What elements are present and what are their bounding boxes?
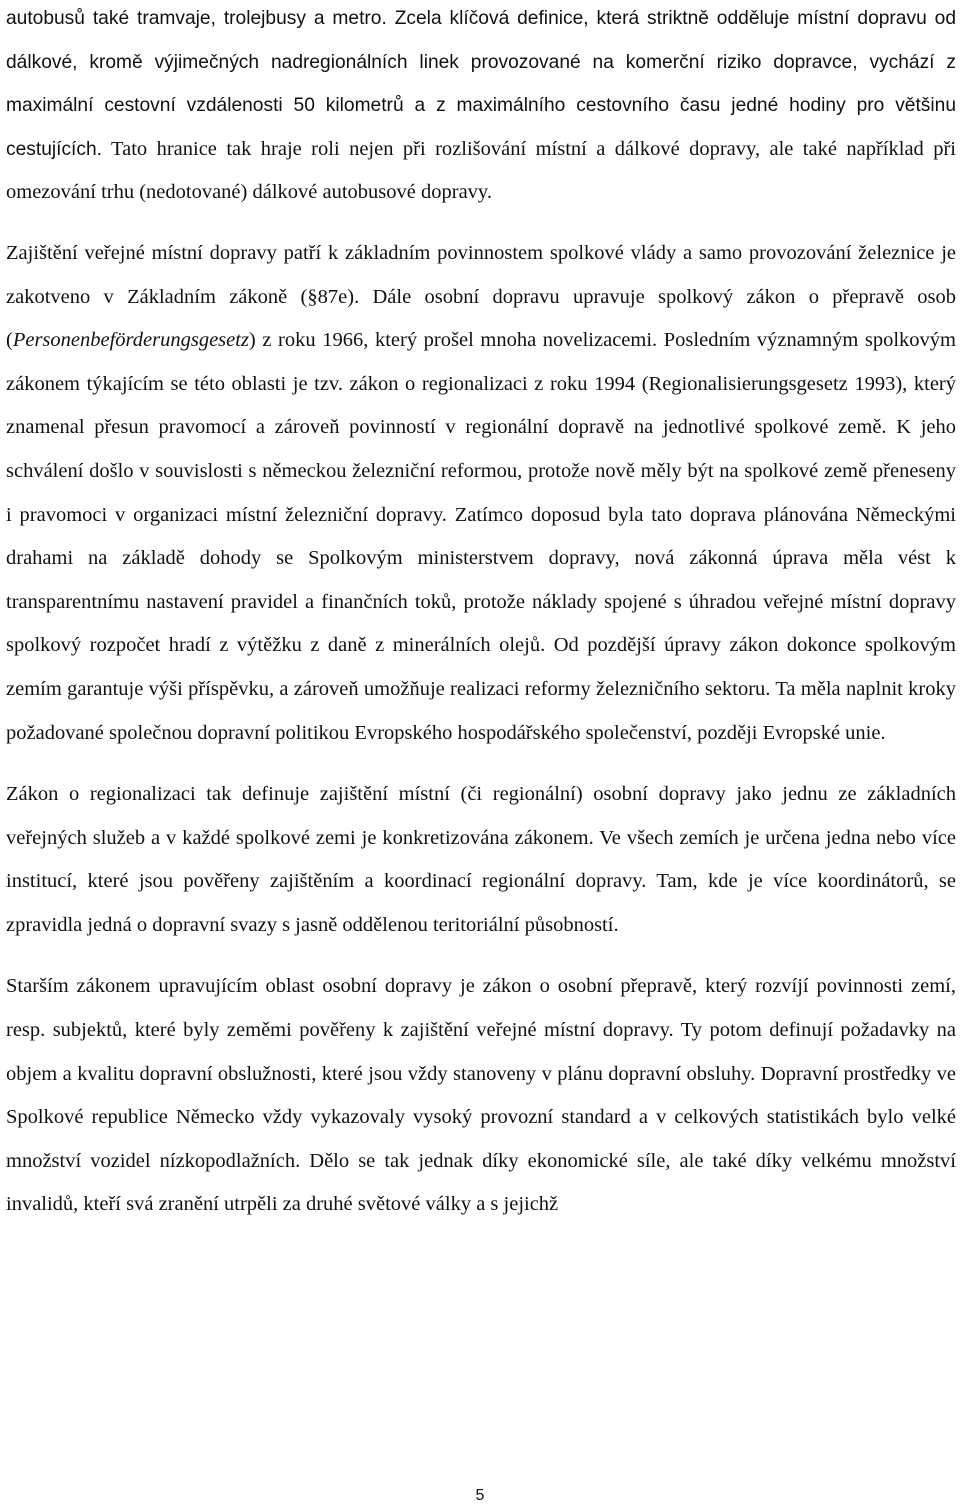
- paragraph-text-part-2: ) z roku 1966, který prošel mnoha novelizacemi. Posledním významným spolkovým zákonem týkajícím se této oblasti je tzv. zákon o regionalizaci z roku 1994 (Regionalisierungsgesetz 1993), který znamenal přesun pravomocí a zároveň povinností v regionální dopravě na jednotlivé spolkové země. K jeho schválení došlo v souvislosti s německou železniční reformou, protože nově měly být na spolkové země přeneseny i pravomoci v organizaci místní železniční dopravy. Zatímco doposud byla tato doprava plánována Německými drahami na základě dohody se Spolkovým ministerstvem dopravy, nová zákonná úprava měla vést k transparentnímu nastavení pravidel a finančních toků, protože náklady spojené s úhradou veřejné místní dopravy spolkový rozpočet hradí z výtěžku z daně z minerálních olejů. Od pozdější úpravy zákon dokonce spolkovým zemím garantuje výši příspěvku, a zároveň umožňuje realizaci reformy železničního sektoru. Ta měla naplnit kroky požadované společnou dopravní politikou Evropského hospodářského společenství, později Evropské unie.: [6, 329, 956, 744]
- document-page: [6, 0, 956, 1227]
- page-number: 5: [475, 1487, 485, 1504]
- paragraph-passenger-transport-law: Starším zákonem upravujícím oblast osobní dopravy je zákon o osobní přepravě, který rozvíjí povinnosti zemí, resp. subjektů, které byly zeměmi pověřeny k zajištění veřejné místní dopravy. Ty potom definují požadavky na objem a kvalitu dopravní obslužnosti, které jsou vždy stanoveny v plánu dopravní obsluhy. Dopravní prostředky ve Spolkové republice Německo vždy vykazovaly vysoký provozní standard a v celkových statistikách bylo velké množství vozidel nízkopodlažních. Dělo se tak jednak díky ekonomické síle, ale také díky velkému množství invalidů, kteří svá zranění utrpěli za druhé světové války a s jejichž: [6, 975, 956, 1216]
- paragraph-local-transport-definition: [6, 0, 956, 215]
- law-name-italic: Personenbeförderungsgesetz: [12, 329, 249, 352]
- paragraph-text-serif: Tato hranice tak hraje roli nejen při rozlišování místní a dálkové dopravy, ale také například při omezování trhu (nedotované) dálkové autobusové dopravy.: [6, 137, 956, 204]
- paragraph-legal-framework: [6, 232, 956, 755]
- paragraph-text-sans: autobusů také tramvaje, trolejbusy a metro. Zcela klíčová definice, která striktně odděluje místní dopravu od dálkové, kromě výjimečných nadregionálních linek provozované na komerční riziko dopravce, vychází z maximální cestovní vzdálenosti 50 kilometrů a z maximálního cestovního času jedné hodiny pro většinu cestujících.: [6, 8, 956, 160]
- paragraph-regionalization-law: Zákon o regionalizaci tak definuje zajištění místní (či regionální) osobní dopravy jako jednu ze základních veřejných služeb a v každé spolkové zemi je konkretizována zákonem. Ve všech zemích je určena jedna nebo více institucí, které jsou pověřeny zajištěním a koordinací regionální dopravy. Tam, kde je více koordinátorů, se zpravidla jedná o dopravní svazy s jasně oddělenou teritoriální působností.: [6, 783, 956, 936]
- paragraph-text-part-1: Zajištění veřejné místní dopravy patří k základním povinnostem spolkové vlády a samo provozování železnice je zakotveno v Základním zákoně (§87e). Dále osobní dopravu upravuje spolkový zákon o přepravě osob (: [6, 241, 956, 352]
